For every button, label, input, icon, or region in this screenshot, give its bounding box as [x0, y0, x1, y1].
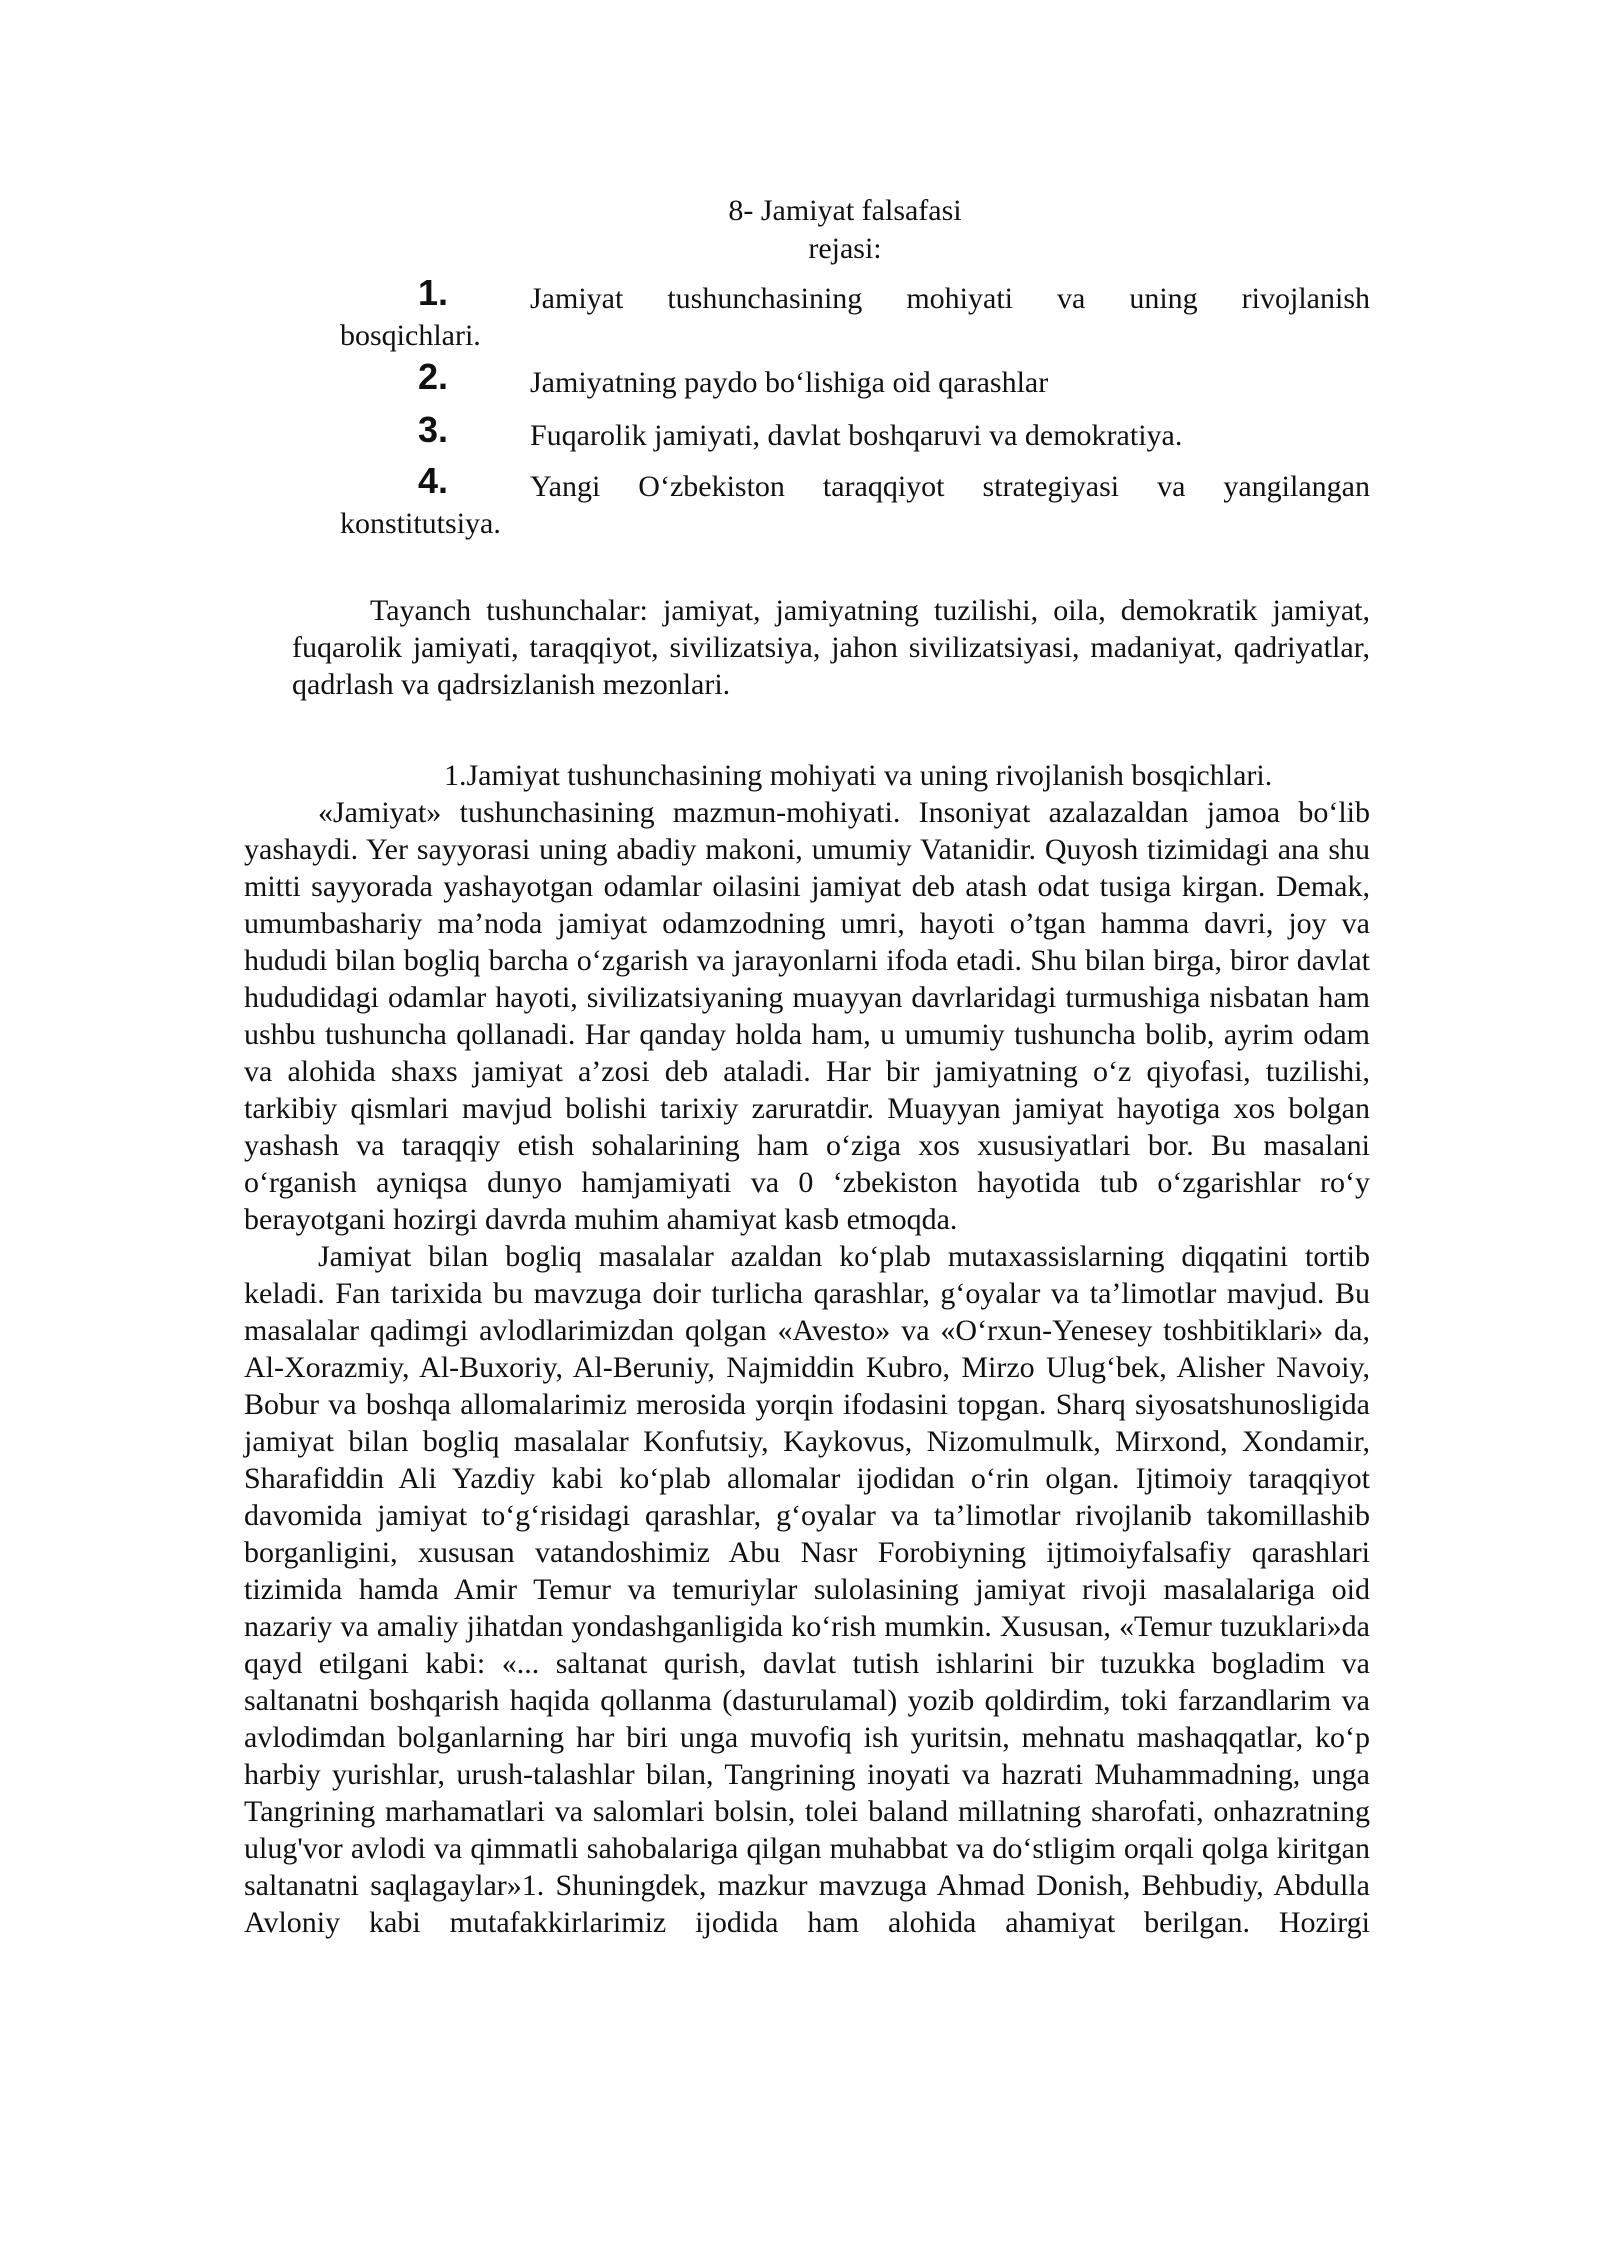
plan-item-continuation: konstitutsiya.: [340, 507, 501, 540]
plan-item-text: Fuqarolik jamiyati, davlat boshqaruvi va demokratiya.: [530, 419, 1183, 452]
plan-item-text: Jamiyatning paydo bo‘lishiga oid qarashlar: [530, 366, 1049, 399]
plan-item-4: [340, 460, 1370, 542]
plan-item-3: [340, 409, 1370, 454]
plan-item-text: Yangi O‘zbekiston taraqqiyot strategiyasi va yangilangan: [530, 470, 1370, 503]
plan-heading: rejasi:: [808, 232, 882, 265]
plan-item-number: 1.: [418, 272, 449, 313]
body-paragraph: «Jamiyat» tushunchasining mazmun-mohiyati. Insoniyat azalazaldan jamoa bo‘lib yashaydi. Yer sayyorasi uning abadiy makoni, umumiy Vatanidir. Quyosh tizimidagi ana shu mitti sayyorada yashayotgan odamlar oilasini jamiyat deb atash odat tusiga kirgan. Demak, umumbashariy ma’noda jamiyat odamzodning umri, hayoti o’tgan hamma davri, joy va hududi bilan bogliq barcha o‘zgarish va jarayonlarni ifoda etadi. Shu bilan birga, biror davlat hududidagi odamlar hayoti, sivilizatsiyaning muayyan davrlaridagi turmushiga nisbatan ham ushbu tushuncha qollanadi. Har qanday holda ham, u umumiy tushuncha bolib, ayrim odam va alohida shaxs jamiyat a’zosi deb ataladi. Har bir jamiyatning o‘z qiyofasi, tuzilishi, tarkibiy qismlari mavjud bolishi tarixiy zaruratdir. Muayyan jamiyat hayotiga xos bolgan yashash va taraqqiy etish sohalarining ham o‘ziga xos xususiyatlari bor. Bu masalani o‘rganish ayniqsa dunyo hamjamiyati va 0 ‘zbekiston hayotida tub o‘zgarishlar ro‘y berayotgani hozirgi davrda muhim ahamiyat kasb etmoqda.: [244, 796, 1370, 1236]
document-title: 8- Jamiyat falsafasi: [728, 194, 962, 227]
body-text: [244, 794, 1370, 1941]
body-paragraph: Jamiyat bilan bogliq masalalar azaldan ko‘plab mutaxassislarning diqqatini tortib keladi. Fan tarixida bu mavzuga doir turlicha qarashlar, g‘oyalar va ta’limotlar mavjud. Bu masalalar qadimgi avlodlarimizdan qolgan «Avesto» va «O‘rxun-Yenesey toshbitiklari» da, Al-Xorazmiy, Al-Buxoriy, Al-Beruniy, Najmiddin Kubro, Mirzo Ulug‘bek, Alisher Navoiy, Bobur va boshqa allomalarimiz merosida yorqin ifodasini topgan. Sharq siyosatshunosligida jamiyat bilan bogliq masalalar Konfutsiy, Kaykovus, Nizomulmulk, Mirxond, Xondamir, Sharafiddin Ali Yazdiy kabi ko‘plab allomalar ijodidan o‘rin olgan. Ijtimoiy taraqqiyot davomida jamiyat to‘g‘risidagi qarashlar, g‘oyalar va ta’limotlar rivojlanib takomillashib borganligini, xususan vatandoshimiz Abu Nasr Forobiyning ijtimoiyfalsafiy qarashlari tizimida hamda Amir Temur va temuriylar sulolasining jamiyat rivoji masalalariga oid nazariy va amaliy jihatdan yondashganligida ko‘rish mumkin. Xususan, «Temur tuzuklari»da qayd etilgani kabi: «... saltanat qurish, davlat tutish ishlarini bir tuzukka bogladim va saltanatni boshqarish haqida qollanma (dasturulamal) yozib qoldirdim, toki farzandlarim va avlodimdan bolganlarning har biri unga muvofiq ish yuritsin, mehnatu mashaqqatlar, ko‘p harbiy yurishlar, urush-talashlar bilan, Tangrining inoyati va hazrati Muhammadning, unga Tangrining marhamatlari va salomlari bolsin, tolei baland millatning sharofati, onhazratning ulug'vor avlodi va qimmatli sahobalariga qilgan muhabbat va do‘stligim orqali qolga kiritgan saltanatni saqlagaylar»1. Shuningdek, mazkur mavzuga Ahmad Donish, Behbudiy, Abdulla Avloniy kabi mutafakkirlarimiz ijodida ham alohida ahamiyat berilgan. Hozirgi: [244, 1240, 1370, 1939]
plan-item-continuation: bosqichlari.: [340, 319, 481, 352]
plan-item-1: [340, 272, 1370, 354]
key-concepts-paragraph: Tayanch tushunchalar: jamiyat, jamiyatning tuzilishi, oila, demokratik jamiyat, fuqarolik jamiyati, taraqqiyot, sivilizatsiya, jahon sivilizatsiyasi, madaniyat, qadriyatlar, qadrlash va qadrsizlanish mezonlari.: [292, 594, 1370, 701]
plan-item-text: Jamiyat tushunchasining mohiyati va uning rivojlanish: [530, 282, 1370, 315]
plan-item-number: 3.: [418, 409, 449, 450]
plan-item-number: 2.: [418, 356, 449, 397]
section-heading: 1.Jamiyat tushunchasining mohiyati va uning rivojlanish bosqichlari.: [444, 759, 1273, 792]
plan-item-2: [340, 356, 1370, 401]
plan-item-number: 4.: [418, 460, 449, 501]
